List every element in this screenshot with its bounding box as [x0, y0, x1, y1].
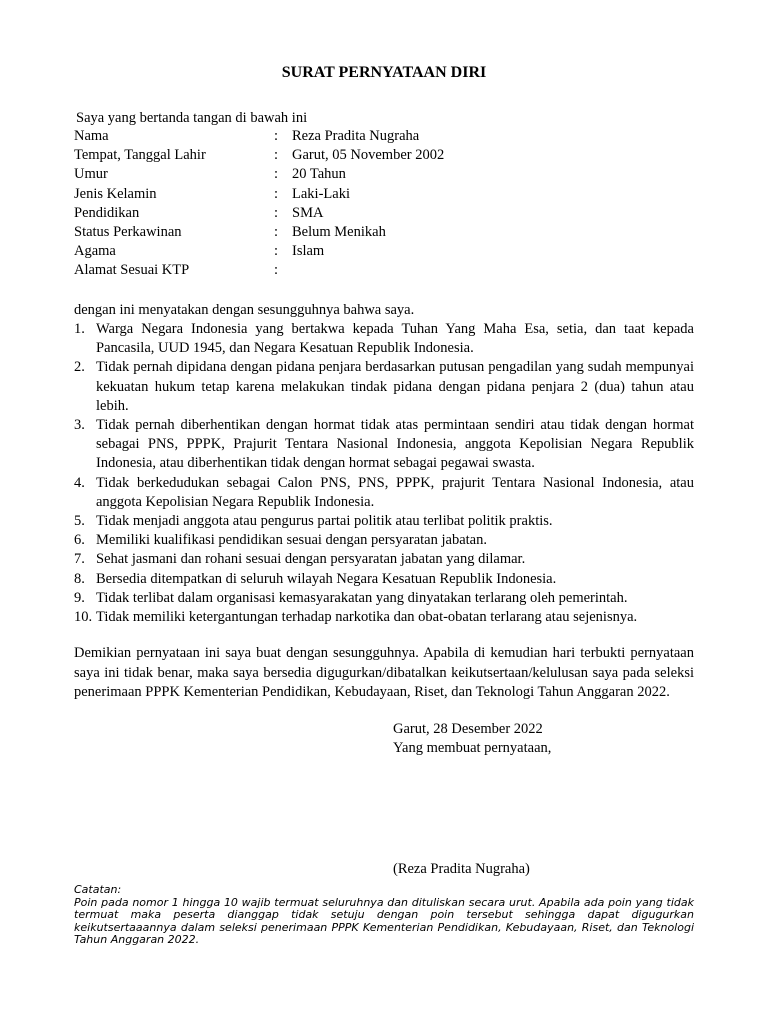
item-text: Tidak berkedudukan sebagai Calon PNS, PNS, PPPK, prajurit Tentara Nasional Indonesia, atau anggota Kepolisian Negara Republik Indonesia. [96, 474, 694, 510]
item-text: Tidak pernah dipidana dengan pidana penjara berdasarkan putusan pengadilan yang sudah mempunyai kekuatan hukum tetap karena melakukan tindak pidana dengan pidana penjara 2 (dua) tahun atau lebih. [96, 359, 694, 414]
field-value: 20 Tahun [292, 166, 346, 183]
item-number: 4. [74, 474, 85, 491]
statement-intro: dengan ini menyatakan dengan sesungguhnya bahwa saya. [74, 302, 415, 318]
field-label: Pendidikan [74, 204, 140, 221]
item-number: 7. [74, 551, 85, 568]
field-value: Garut, 05 November 2002 [292, 147, 445, 164]
closing-paragraph: Demikian pernyataan ini saya buat dengan sesungguhnya. Apabila di kemudian hari terbukti pernyataan saya ini tidak benar, maka saya bersedia digugurkan/dibatalkan keikutsertaan/kelulusan saya pada seleksi penerimaan PPPK Kementerian Pendidikan, Kebudayaan, Riset, dan Teknologi Tahun Anggaran 2022. [74, 645, 694, 701]
item-text: Tidak terlibat dalam organisasi kemasyarakatan yang dinyatakan terlarang oleh pemerintah. [96, 589, 628, 606]
field-row [74, 262, 694, 281]
field-label: Status Perkawinan [74, 223, 182, 240]
identity-fields [74, 128, 694, 282]
field-row [74, 166, 694, 185]
list-item [74, 550, 694, 569]
field-colon: : [274, 262, 279, 279]
item-number: 6. [74, 532, 85, 549]
list-item [74, 608, 694, 627]
field-label: Agama [74, 243, 116, 260]
list-item [74, 320, 694, 358]
document-title: SURAT PERNYATAAN DIRI [281, 64, 487, 81]
field-label: Jenis Kelamin [74, 185, 157, 202]
list-item [74, 416, 694, 474]
item-text: Tidak menjadi anggota atau pengurus partai politik atau terlibat politik praktis. [96, 513, 553, 530]
intro-text: Saya yang bertanda tangan di bawah ini [76, 110, 308, 126]
field-label: Umur [74, 166, 108, 183]
field-colon: : [274, 166, 279, 183]
sign-place-date: Garut, 28 Desember 2022 [393, 721, 543, 737]
item-number: 2. [74, 359, 85, 376]
item-text: Sehat jasmani dan rohani sesuai dengan persyaratan jabatan yang dilamar. [96, 551, 526, 568]
field-row [74, 186, 694, 205]
field-row [74, 205, 694, 224]
note-body: Poin pada nomor 1 hingga 10 wajib termuat seluruhnya dan dituliskan secara urut. Apabila ada poin yang tidak termuat maka peserta dianggap tidak setuju dengan poin tersebut sehingga dapat digugurkan keikutsertaaannya dalam seleksi penerimaan PPPK Kementerian Pendidikan, Kebudayaan, Riset, dan Teknologi Tahun Anggaran 2022. [74, 895, 694, 947]
field-colon: : [274, 147, 279, 164]
list-item [74, 474, 694, 512]
item-text: Tidak memiliki ketergantungan terhadap narkotika dan obat-obatan terlarang atau sejenisnya. [96, 609, 638, 626]
field-value: SMA [292, 204, 324, 221]
signatory-name: (Reza Pradita Nugraha) [393, 861, 530, 877]
item-text: Tidak pernah diberhentikan dengan hormat tidak atas permintaan sendiri atau tidak dengan hormat sebagai PNS, PPPK, Prajurit Tentara Nasional Indonesia, anggota Kepolisian Negara Republik Indonesia, atau diberhentikan tidak dengan hormat sebagai pegawai swasta. [96, 417, 694, 472]
item-number: 3. [74, 417, 85, 434]
note-section [74, 884, 694, 947]
field-value: Reza Pradita Nugraha [292, 128, 420, 144]
field-colon: : [274, 204, 279, 221]
field-value: Islam [292, 243, 325, 260]
field-value: Laki-Laki [292, 185, 350, 202]
field-label: Alamat Sesuai KTP [74, 262, 190, 279]
list-item [74, 570, 694, 589]
item-number: 10. [74, 609, 93, 626]
item-number: 5. [74, 513, 85, 530]
field-label: Nama [74, 128, 109, 144]
item-text: Memiliki kualifikasi pendidikan sesuai dengan persyaratan jabatan. [96, 532, 487, 549]
field-label: Tempat, Tanggal Lahir [74, 147, 206, 164]
list-item [74, 512, 694, 531]
statement-list [74, 320, 694, 627]
field-value: Belum Menikah [292, 223, 386, 240]
field-colon: : [274, 223, 279, 240]
list-item [74, 589, 694, 608]
item-text: Warga Negara Indonesia yang bertakwa kepada Tuhan Yang Maha Esa, setia, dan taat kepada Pancasila, UUD 1945, dan Negara Kesatuan Republik Indonesia. [96, 321, 694, 357]
item-number: 8. [74, 570, 85, 587]
field-colon: : [274, 243, 279, 260]
field-colon: : [274, 128, 279, 144]
sign-maker-label: Yang membuat pernyataan, [393, 740, 552, 756]
list-item [74, 531, 694, 550]
field-row [74, 128, 694, 147]
note-heading: Catatan: [74, 883, 122, 896]
item-number: 1. [74, 321, 85, 337]
field-row [74, 243, 694, 262]
field-row [74, 224, 694, 243]
item-number: 9. [74, 589, 85, 606]
field-colon: : [274, 185, 279, 202]
field-row [74, 147, 694, 166]
list-item [74, 358, 694, 416]
item-text: Bersedia ditempatkan di seluruh wilayah Negara Kesatuan Republik Indonesia. [96, 570, 557, 587]
